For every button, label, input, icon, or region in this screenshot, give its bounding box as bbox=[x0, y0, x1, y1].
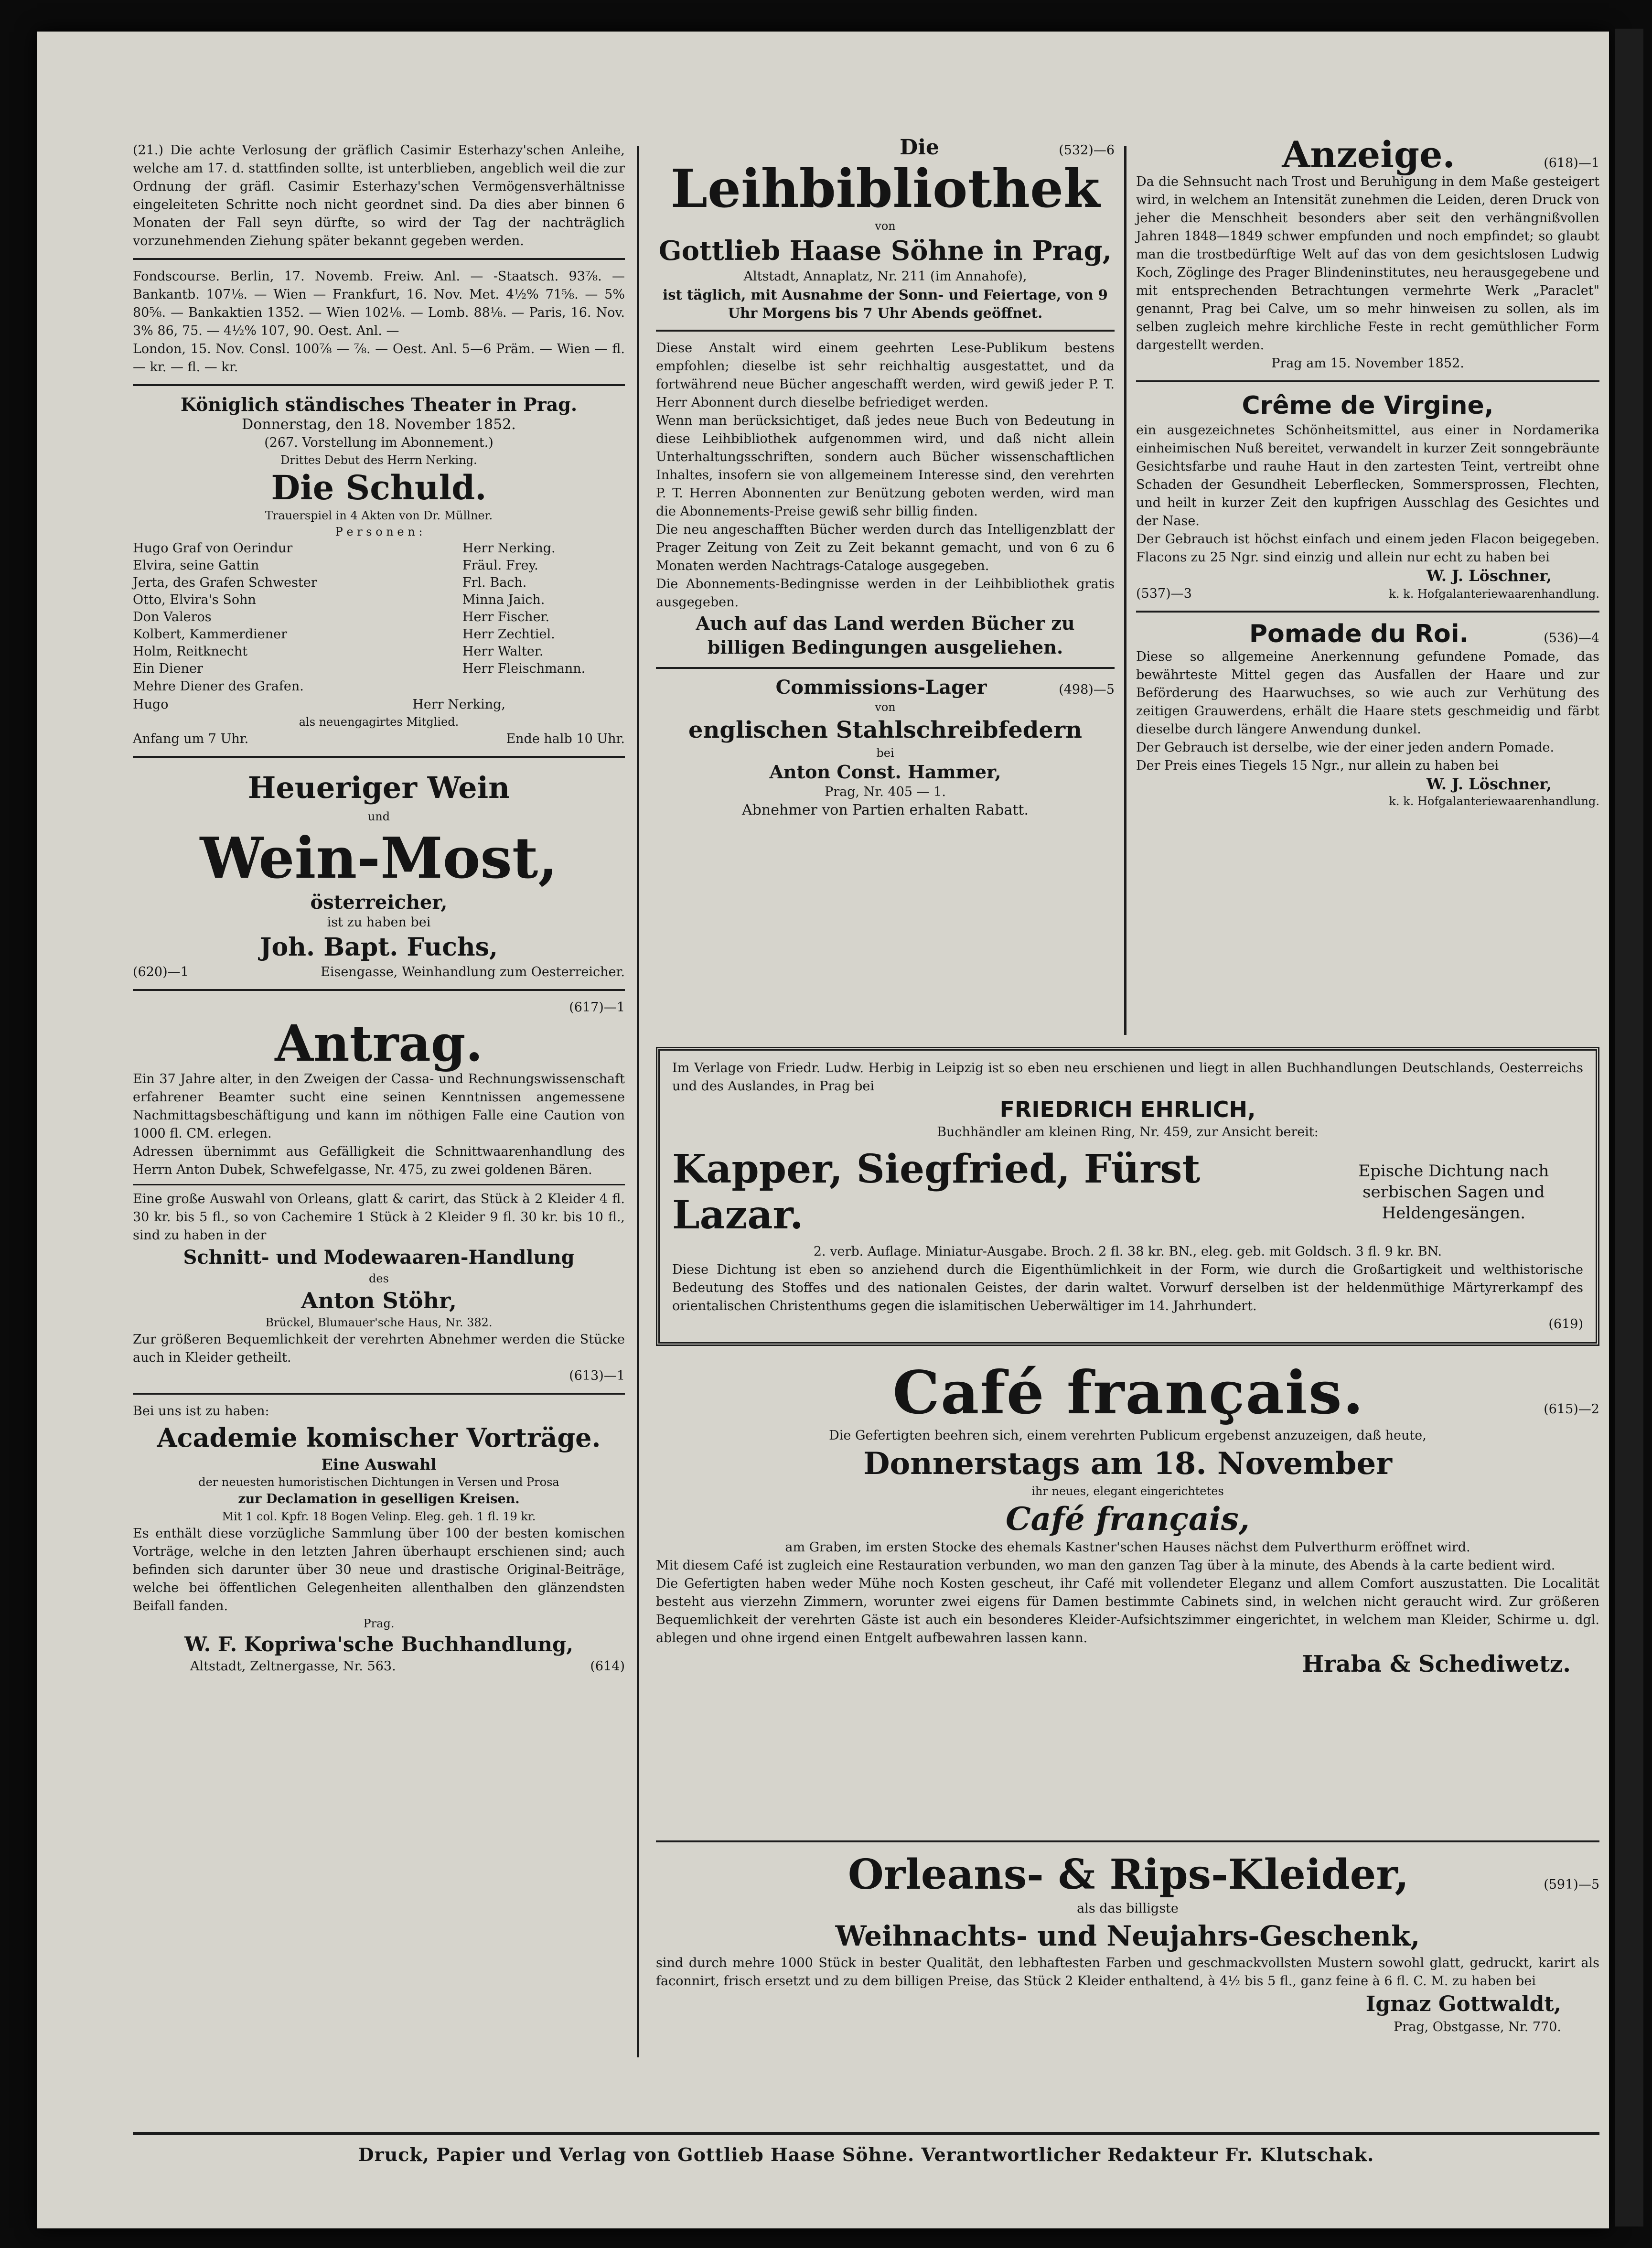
cafe-p2: Die Gefertigten haben weder Mühe noch Kosten gescheut, ihr Café mit vollendeter Eleganz und allem Comfort auszustatten. Die Localität besteht aus vierzehn Zimmern, worunter zwei eigens für Damen bestimmte Cabinets sind, in welchen nicht geraucht wird. Zur größeren Bequemlichkeit der verehrten Gäste ist auch ein besonderes Kleider-Aufsichtszimmer eingerichtet, in welchem man Kleider, Schirme u. dgl. ablegen und ohne irgend einen Entgelt aufbewahren lassen kann. bbox=[656, 1576, 1599, 1646]
comm-top bbox=[656, 677, 1115, 699]
footer-rule bbox=[133, 2132, 1599, 2135]
cast-list bbox=[133, 540, 625, 678]
leihbib-owner: Gottlieb Haase Söhne in Prag, bbox=[658, 235, 1112, 267]
divider bbox=[133, 258, 625, 260]
wein-address: Eisengasse, Weinhandlung zum Oesterreicher. bbox=[321, 965, 625, 979]
ehrlich-intro: Im Verlage von Friedr. Ludw. Herbig in Leipzig ist so eben neu erschienen und liegt in allen Buchhandlungen Deutschlands, Oesterreichs und des Auslandes, in Prag bei bbox=[672, 1061, 1583, 1094]
comm-title: Commissions-Lager bbox=[775, 676, 987, 699]
pomade-seller: W. J. Löschner, bbox=[1426, 775, 1552, 793]
antrag-ref: (617)—1 bbox=[569, 1000, 625, 1015]
cast-row: Jerta, des Grafen Schwester Frl. Bach. bbox=[133, 575, 527, 590]
hugo-role: Hugo bbox=[133, 697, 169, 712]
kopriwa-title: Academie komischer Vorträge. bbox=[157, 1422, 601, 1453]
facing-page-edge bbox=[1615, 29, 1643, 2226]
kopriwa-name: W. F. Kopriwa'sche Buchhandlung, bbox=[184, 1633, 573, 1656]
cast-row: Elvira, seine Gattin Fräul. Frey. bbox=[133, 558, 538, 573]
orleans-offer: Eine große Auswahl von Orleans, glatt & carirt, das Stück à 2 Kleider 4 fl. 30 kr. bis 5 fl., so von Cachemire 1 Stück à 2 Kleider 9 fl. 30 kr. bis 10 fl., sind zu haben in der bbox=[133, 1192, 625, 1243]
kopriwa-price: Mit 1 col. Kpfr. 18 Bogen Velinp. Eleg. geh. 1 fl. 19 kr. bbox=[222, 1510, 536, 1523]
start-time: Anfang um 7 Uhr. bbox=[133, 731, 249, 746]
fondscourse-london: London, 15. Nov. Consl. 100⅞ — ⅞. — Oest. Anl. 5—6 Präm. — Wien — fl. — kr. — fl. — kr. bbox=[133, 342, 625, 375]
pomade-text-3: Der Preis eines Tiegels 15 Ngr., nur allein zu haben bei bbox=[1136, 758, 1499, 773]
wein-footer bbox=[133, 963, 625, 981]
leihbib-p4: Die Abonnements-Bedingnisse werden in der Leihbibliothek gratis ausgegeben. bbox=[656, 577, 1115, 610]
stoehr-ref: (613)—1 bbox=[569, 1368, 625, 1383]
cast-more: Mehre Diener des Grafen. bbox=[133, 679, 304, 694]
leihbib-ref: (532)—6 bbox=[1059, 143, 1115, 158]
schnitt-heading: Schnitt- und Modewaaren-Handlung bbox=[183, 1246, 575, 1269]
kleider-top bbox=[656, 1850, 1599, 1900]
ehrlich-ad bbox=[656, 1047, 1599, 1346]
divider bbox=[133, 1393, 625, 1395]
ehrlich-edition: 2. verb. Auflage. Miniatur-Ausgabe. Broch. 2 fl. 38 kr. BN., eleg. geb. mit Goldsch. 3 fl. 9 kr. BN. bbox=[813, 1244, 1442, 1259]
comm-name: Anton Const. Hammer, bbox=[769, 761, 1001, 783]
wein-und: und bbox=[367, 810, 390, 823]
stoehr-address: Brückel, Blumauer'sche Haus, Nr. 382. bbox=[265, 1316, 493, 1329]
kleider-ref: (591)—5 bbox=[1544, 1877, 1599, 1892]
leihbib-hours: ist täglich, mit Ausnahme der Sonn- und Feiertage, von 9 Uhr Morgens bis 7 Uhr Abends geöffnet. bbox=[663, 287, 1108, 321]
theater-date: Donnerstag, den 18. November 1852. bbox=[242, 416, 516, 433]
kleider-title: Orleans- & Rips-Kleider, bbox=[847, 1850, 1409, 1899]
leihbib-land: Auch auf das Land werden Bücher zu billigen Bedingungen ausgeliehen. bbox=[696, 613, 1075, 658]
cafe-ref: (615)—2 bbox=[1544, 1402, 1599, 1417]
creme-seller: W. J. Löschner, bbox=[1426, 567, 1552, 585]
leihbib-p1: Diese Anstalt wird einem geehrten Lese-Publikum bestens empfohlen; dieselbe ist sehr reichhaltig ausgestattet, und da fortwährend neue Bücher angeschafft werden, wird gewiß jeder P. T. Herr Abonnent durch dieselbe befriediget werden. bbox=[656, 341, 1115, 410]
theater-debut: Drittes Debut des Herrn Nerking. bbox=[280, 453, 477, 467]
pomade-ref: (536)—4 bbox=[1544, 631, 1599, 645]
comm-bei: bei bbox=[876, 746, 894, 760]
creme-footer bbox=[1136, 585, 1599, 603]
kopriwa-sub-2: der neuesten humoristischen Dichtungen in Versen und Prosa bbox=[198, 1475, 559, 1489]
kopriwa-address: Altstadt, Zeltnergasse, Nr. 563. bbox=[190, 1659, 396, 1674]
schnitt-des: des bbox=[369, 1272, 389, 1285]
cafe-sub: ihr neues, elegant eingerichtetes bbox=[1031, 1484, 1224, 1498]
ehrlich-text: Diese Dichtung ist eben so anziehend durch die Eigenthümlichkeit in der Form, wie durch die Großartigkeit und welthistorische Bedeutung des Stoffes und des nationalen Geistes, der darin waltet. Vorwurf derselben ist der heldenmüthige Märtyrerkampf des orientalischen Christenthums gegen die islamitischen Ueberwältiger im 14. Jahrhundert. bbox=[672, 1262, 1583, 1313]
footer-text: Druck, Papier und Verlag von Gottlieb Haase Söhne. Verantwortlicher Redakteur Fr. Klutschak. bbox=[358, 2144, 1374, 2165]
stoehr-note: Zur größeren Bequemlichkeit der verehrten Abnehmer werden die Stücke auch in Kleider getheilt. bbox=[133, 1332, 625, 1365]
ehrlich-address: Buchhändler am kleinen Ring, Nr. 459, zur Ansicht bereit: bbox=[937, 1125, 1319, 1140]
ehrlich-name: FRIEDRICH EHRLICH, bbox=[999, 1097, 1256, 1122]
column-rule bbox=[1124, 146, 1126, 1035]
times-row bbox=[133, 730, 625, 748]
leihbib-top bbox=[656, 137, 1115, 160]
antrag-title: Antrag. bbox=[275, 1014, 483, 1073]
antrag-text: Ein 37 Jahre alter, in den Zweigen der Cassa- und Rechnungswissenschaft erfahrener Beamter sucht eine seinen Kenntnissen angemessene Nachmittagsbeschäftigung und kann im nöthigen Falle eine Caution von 1000 fl. CM. erlegen. bbox=[133, 1072, 625, 1141]
column-rule bbox=[637, 146, 639, 2057]
kopriwa-sub-3: zur Declamation in geselligen Kreisen. bbox=[238, 1492, 520, 1506]
wein-ref: (620)—1 bbox=[133, 965, 189, 979]
kleider-ad bbox=[656, 1833, 1599, 2036]
kopriwa-footer bbox=[133, 1657, 625, 1676]
wein-seller: Joh. Bapt. Fuchs, bbox=[259, 933, 498, 962]
divider bbox=[133, 1184, 625, 1185]
comm-item: englischen Stahlschreibfedern bbox=[688, 717, 1083, 743]
ehrlich-ref: (619) bbox=[1548, 1317, 1583, 1332]
play-subtitle: Trauerspiel in 4 Akten von Dr. Müllner. bbox=[265, 509, 493, 522]
divider bbox=[656, 1840, 1599, 1842]
cast-row: Otto, Elvira's Sohn Minna Jaich. bbox=[133, 592, 545, 607]
kleider-address: Prag, Obstgasse, Nr. 770. bbox=[1394, 2020, 1561, 2034]
pomade-text-2: Der Gebrauch ist derselbe, wie der einer jeden andern Pomade. bbox=[1136, 740, 1555, 755]
column-right bbox=[1136, 133, 1599, 809]
divider bbox=[1136, 380, 1599, 382]
creme-ref: (537)—3 bbox=[1136, 586, 1192, 601]
divider bbox=[656, 667, 1115, 669]
cast-row: Kolbert, Kammerdiener Herr Zechtiel. bbox=[133, 627, 555, 642]
leihbib-die: Die bbox=[900, 135, 940, 160]
footer bbox=[133, 2124, 1599, 2167]
kopriwa-ref: (614) bbox=[590, 1659, 625, 1674]
wein-origin: österreicher, bbox=[310, 891, 448, 914]
anzeige-date: Prag am 15. November 1852. bbox=[1271, 356, 1464, 371]
personen-heading: P e r s o n e n : bbox=[335, 525, 423, 538]
kopriwa-text: Es enthält diese vorzügliche Sammlung über 100 der besten komischen Vorträge, welche in den letzten Jahren überhaupt erschienen sind; auch befinden sich darunter über 30 neue und drastische Original-Beiträge, welche bei öffentlichen Gelegenheiten allenthalben den glänzendsten Beifall fanden. bbox=[133, 1526, 625, 1613]
hugo-actor: Herr Nerking, bbox=[412, 697, 505, 712]
creme-text-2: Der Gebrauch ist höchst einfach und einem jeden Flacon beigegeben. Flacons zu 25 Ngr. sind einzig und allein nur echt zu haben bei bbox=[1136, 532, 1599, 565]
anzeige-ref: (618)—1 bbox=[1544, 156, 1599, 171]
leihbib-title: Leihbibliothek bbox=[670, 158, 1100, 219]
divider bbox=[133, 989, 625, 991]
cafe-date: Donnerstags am 18. November bbox=[863, 1446, 1392, 1482]
divider bbox=[656, 330, 1115, 332]
cafe-name: Café français, bbox=[1006, 1500, 1250, 1538]
cast-row: Ein Diener Herr Fleischmann. bbox=[133, 661, 586, 676]
pomade-text: Diese so allgemeine Anerkennung gefundene Pomade, das bewährteste Mittel gegen das Ausfallen der Haare und zur Beförderung des Haarwuchses, so wie auch zur Verhütung des zeitigen Grauwerdens, erhält die Haare stets geschmeidig und färbt dieselbe durch längere Anwendung dunkel. bbox=[1136, 649, 1599, 737]
leihbib-address: Altstadt, Annaplatz, Nr. 211 (im Annahofe), bbox=[743, 269, 1027, 284]
cafe-location: am Graben, im ersten Stocke des ehemals Kastner'schen Hauses nächst dem Pulverthurm eröffnet wird. bbox=[785, 1540, 1470, 1555]
cafe-top bbox=[656, 1360, 1599, 1427]
comm-note: Abnehmer von Partien erhalten Rabatt. bbox=[742, 802, 1029, 818]
theater-title: Königlich ständisches Theater in Prag. bbox=[180, 394, 578, 415]
kopriwa-intro: Bei uns ist zu haben: bbox=[133, 1404, 269, 1419]
creme-text: ein ausgezeichnetes Schönheitsmittel, aus einer in Nordamerika einheimischen Nuß bereitet, verwandelt in kurzer Zeit sonngebräunte Gesichtsfarbe und rauhe Haut in den zartesten Teint, vertreibt ohne Schaden der Gesundheit Leberflecken, Sommersprossen, Flechten, und heilt in kurzer Zeit den kupfrigen Ausschlag des Gesichtes und der Nase. bbox=[1136, 423, 1599, 528]
divider bbox=[133, 756, 625, 758]
kopriwa-city: Prag. bbox=[363, 1617, 395, 1630]
comm-address: Prag, Nr. 405 — 1. bbox=[825, 785, 946, 799]
wein-heading: Heueriger Wein bbox=[247, 770, 510, 805]
ehrlich-book bbox=[672, 1146, 1583, 1238]
esterhazy-notice: (21.) Die achte Verlosung der gräflich Casimir Esterhazy'schen Anleihe, welche am 17. d. stattfinden sollte, ist unterblieben, angeblich weil die zur Ordnung der gräfl. Casimir Esterhazy'schen Vermögensverhältnisse eingeleiteten Schritte noch nicht geordnet sind. Da dies aber binnen 6 Monaten der Fall seyn dürfte, so wird der Tag der nachträglich vorzunehmenden Ziehung später bekannt gegeben werden. bbox=[133, 143, 625, 248]
creme-seller-2: k. k. Hofgalanteriewaarenhandlung. bbox=[1389, 587, 1599, 601]
column-middle bbox=[656, 137, 1115, 819]
leihbib-von: von bbox=[875, 219, 896, 233]
column-left bbox=[133, 141, 625, 1676]
newspaper-page bbox=[37, 32, 1609, 2228]
creme-title: Crême de Virgine, bbox=[1242, 391, 1494, 420]
play-title: Die Schuld. bbox=[271, 468, 487, 507]
hugo-note: als neuengagirtes Mitglied. bbox=[299, 715, 459, 729]
pomade-top bbox=[1136, 620, 1599, 648]
comm-ref: (498)—5 bbox=[1059, 682, 1115, 697]
ehrlich-desc: Epische Dichtung nach serbischen Sagen und Heldengesängen. bbox=[1358, 1162, 1549, 1223]
stoehr-name: Anton Stöhr, bbox=[300, 1288, 457, 1313]
cast-row: Holm, Reitknecht Herr Walter. bbox=[133, 644, 544, 659]
hugo-row bbox=[133, 696, 625, 714]
antrag-text-2: Adressen übernimmt aus Gefälligkeit die Schnittwaarenhandlung des Herrn Anton Dubek, Schwefelgasse, Nr. 475, zu zwei goldenen Bären. bbox=[133, 1144, 625, 1177]
cafe-p1: Mit diesem Café ist zugleich eine Restauration verbunden, wo man den ganzen Tag über à la minute, des Abends à la carte bedient wird. bbox=[656, 1558, 1555, 1573]
fondscourse: Fondscourse. Berlin, 17. Novemb. Freiw. Anl. — -Staatsch. 93⅞. — Bankantb. 107⅛. — Wien — Frankfurt, 16. Nov. Met. 4½% 71⅝. — 5% 80⅝. — Bankaktien 1352. — Wien 102⅛. — Lomb. 88⅛. — Paris, 16. Nov. 3% 86, 75. — 4½% 107, 90. Oest. Anl. — bbox=[133, 269, 625, 338]
kleider-gift: Weihnachts- und Neujahrs-Geschenk, bbox=[835, 1920, 1420, 1952]
pomade-title: Pomade du Roi. bbox=[1249, 620, 1469, 648]
weinmost-heading: Wein-Most, bbox=[200, 825, 558, 891]
cast-row: Don Valeros Herr Fischer. bbox=[133, 610, 550, 624]
end-time: Ende halb 10 Uhr. bbox=[506, 731, 625, 746]
ehrlich-border bbox=[656, 1047, 1599, 1346]
cafe-ad bbox=[656, 1360, 1599, 1681]
wein-available: ist zu haben bei bbox=[327, 915, 431, 930]
leihbib-p3: Die neu angeschafften Bücher werden durch das Intelligenzblatt der Prager Zeitung von Zeit zu Zeit bekannt gemacht, und von 6 zu 6 Monaten werden Nachtrags-Cataloge ausgegeben. bbox=[656, 522, 1115, 573]
kopriwa-sub: Eine Auswahl bbox=[321, 1455, 437, 1474]
kleider-text: sind durch mehre 1000 Stück in bester Qualität, den lebhaftesten Farben und geschmackvollsten Mustern sowohl glatt, gedruckt, karirt als faconnirt, frisch ersetzt und zu dem billigen Preise, das Stück 2 Kleider enthaltend, à 4½ bis 5 fl., ganz feine à 6 fl. C. M. zu haben bei bbox=[656, 1956, 1599, 1989]
anzeige-top bbox=[1136, 133, 1599, 176]
kleider-seller: Ignaz Gottwaldt, bbox=[1365, 1992, 1561, 2016]
anzeige-title: Anzeige. bbox=[1282, 133, 1455, 176]
cast-row: Hugo Graf von Oerindur Herr Nerking. bbox=[133, 541, 556, 556]
cafe-title: Café français. bbox=[892, 1358, 1364, 1428]
cafe-signature: Hraba & Schediwetz. bbox=[1302, 1651, 1571, 1678]
anzeige-text: Da die Sehnsucht nach Trost und Beruhigung in dem Maße gesteigert wird, in welchem an Intensität zunehmen die Leiden, deren Druck von jeher die Menschheit besonders aber seit den verhängnißvollen Jahren 1848—1849 schwer empfunden und noch empfindet; so glaubt man die trostbedürftige Welt auf das von dem gesichtslosen Ludwig Koch, Zöglinge des Prager Blindeninstitutes, neu herausgegebene und mit entsprechenden Betrachtungen vermehrte Werk „Paraclet" genannt, Prag bei Calve, um so mehr hinweisen zu sollen, als im selben zugleich mehre kirchliche Feste in recht gemüthlicher Form dargestellt werden. bbox=[1136, 174, 1599, 353]
divider bbox=[133, 384, 625, 386]
leihbib-p2: Wenn man berücksichtiget, daß jedes neue Buch von Bedeutung in diese Leihbibliothek aufgenommen wird, und daß nicht allein Unterhaltungsschriften, sondern auch Bücher wissenschaftlichen Inhaltes, insofern sie von allgemeinem Interesse sind, den verehrten P. T. Herren Abonnenten zur Benützung geboten werden, wird man die Abonnements-Preise gewiß sehr billig finden. bbox=[656, 413, 1115, 519]
theater-vorstellung: (267. Vorstellung im Abonnement.) bbox=[264, 435, 493, 450]
cafe-intro: Die Gefertigten beehren sich, einem verehrten Publicum ergebenst anzuzeigen, daß heute, bbox=[829, 1428, 1427, 1443]
divider bbox=[1136, 611, 1599, 613]
ehrlich-title: Kapper, Siegfried, Fürst Lazar. bbox=[672, 1146, 1201, 1238]
comm-von: von bbox=[875, 700, 896, 714]
pomade-seller-2: k. k. Hofgalanteriewaarenhandlung. bbox=[1389, 795, 1599, 808]
kleider-sub: als das billigste bbox=[1077, 1901, 1179, 1916]
